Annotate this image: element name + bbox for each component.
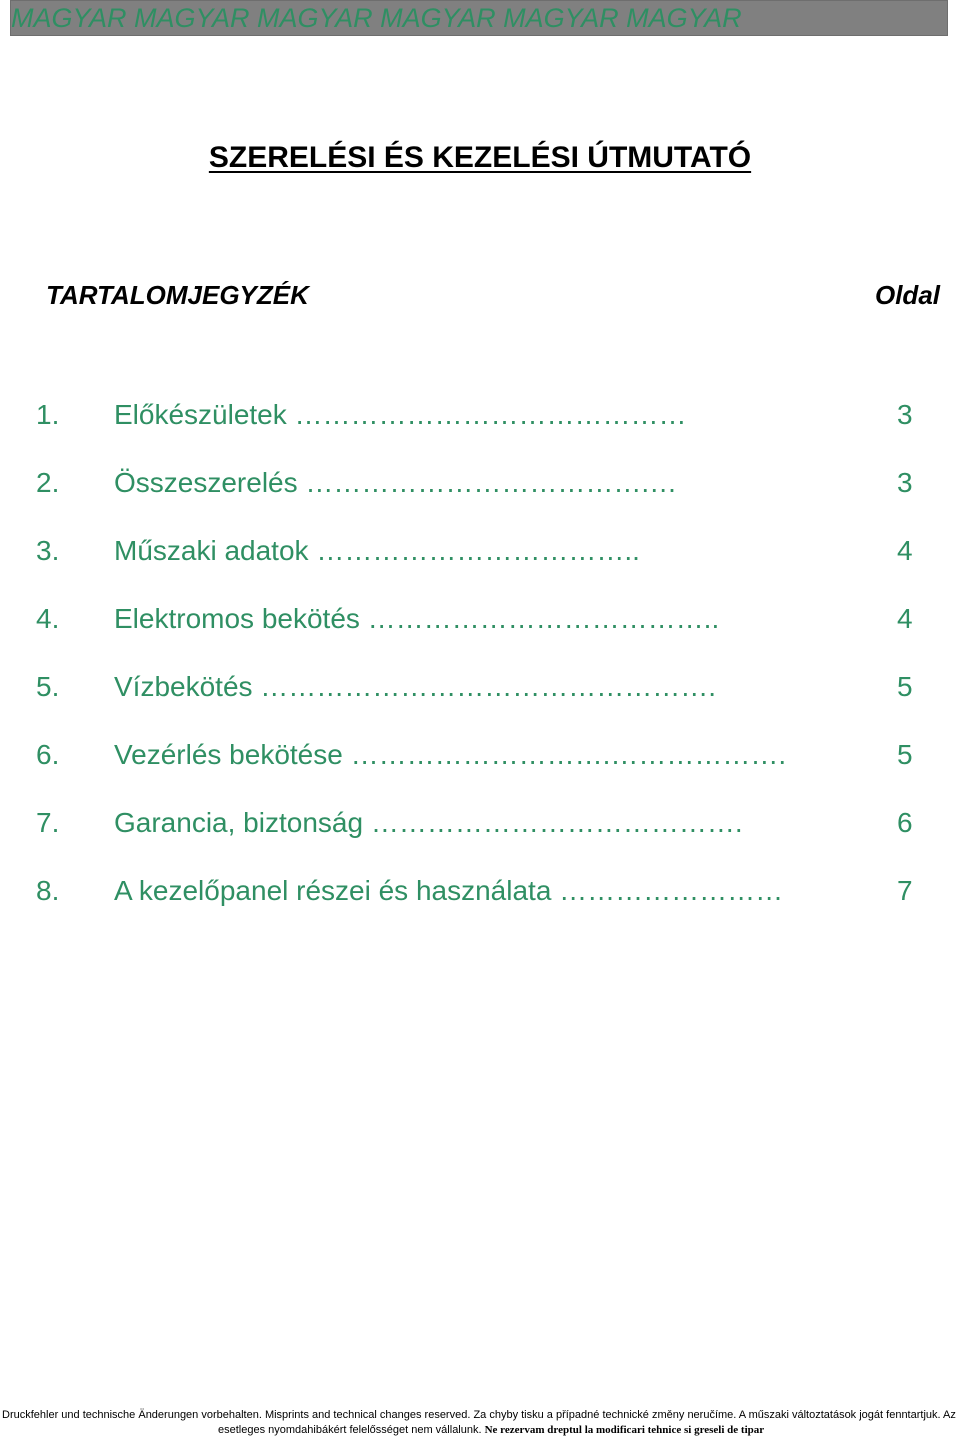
toc-item-number: 1.	[36, 399, 60, 430]
footer-disclaimer-line-2	[0, 1423, 960, 1438]
toc-item	[0, 599, 960, 667]
document-title	[0, 138, 960, 178]
toc-item-page: 6	[897, 807, 913, 838]
toc-item-label: Vezérlés bekötése ……………………….……………….	[114, 739, 787, 770]
footer-disclaimer-ro: Ne rezervam dreptul la modificari tehnice si greseli de tipar	[484, 1424, 765, 1436]
toc-item	[0, 871, 960, 939]
toc-item-number: 4.	[36, 603, 60, 634]
toc-item-page: 3	[897, 467, 913, 498]
toc-item-page: 4	[897, 603, 913, 634]
toc-item-label: Garancia, biztonság ………………………………….	[114, 807, 743, 838]
toc-item	[0, 735, 960, 803]
toc-item-label: Vízbekötés ………………………………………….	[114, 671, 717, 702]
toc-item	[0, 803, 960, 871]
toc-heading: TARTALOMJEGYZÉK	[46, 280, 309, 310]
toc-item-page: 5	[897, 671, 913, 702]
footer-disclaimer	[0, 1408, 960, 1438]
toc-item-number: 7.	[36, 807, 60, 838]
toc-item	[0, 463, 960, 531]
table-of-contents	[0, 395, 960, 939]
footer-disclaimer-line-1: Druckfehler und technische Änderungen vorbehalten. Misprints and technical changes reserved. Za chyby tisku a případné technické změny neručíme. A műszaki változtatások jogát fenntartjuk. Az	[2, 1409, 956, 1421]
document-title-text: SZERELÉSI ÉS KEZELÉSI ÚTMUTATÓ	[208, 141, 752, 174]
footer-disclaimer-hu: esetleges nyomdahibákért felelősséget nem vállalunk.	[218, 1424, 485, 1436]
toc-item	[0, 531, 960, 599]
toc-item-number: 2.	[36, 467, 60, 498]
toc-item	[0, 395, 960, 463]
page-column-heading: Oldal	[874, 280, 940, 310]
language-banner	[10, 0, 948, 36]
language-banner-text: MAGYAR MAGYAR MAGYAR MAGYAR MAGYAR MAGYAR	[11, 3, 742, 33]
toc-item-number: 5.	[36, 671, 60, 702]
toc-item	[0, 667, 960, 735]
toc-item-page: 7	[897, 875, 913, 906]
toc-item-page: 4	[897, 535, 913, 566]
toc-item-label: A kezelőpanel részei és használata ……………………	[114, 875, 784, 906]
toc-item-number: 3.	[36, 535, 60, 566]
toc-item-label: Műszaki adatok ……………………………..	[114, 535, 640, 566]
toc-item-label: Elektromos bekötés ………………………………..	[114, 603, 720, 634]
toc-item-page: 5	[897, 739, 913, 770]
toc-item-number: 6.	[36, 739, 60, 770]
toc-item-label: Előkészületek ……………………………………	[114, 399, 687, 430]
toc-item-label: Összeszerelés ……………………………….…	[114, 467, 678, 498]
toc-item-number: 8.	[36, 875, 60, 906]
toc-item-page: 3	[897, 399, 913, 430]
